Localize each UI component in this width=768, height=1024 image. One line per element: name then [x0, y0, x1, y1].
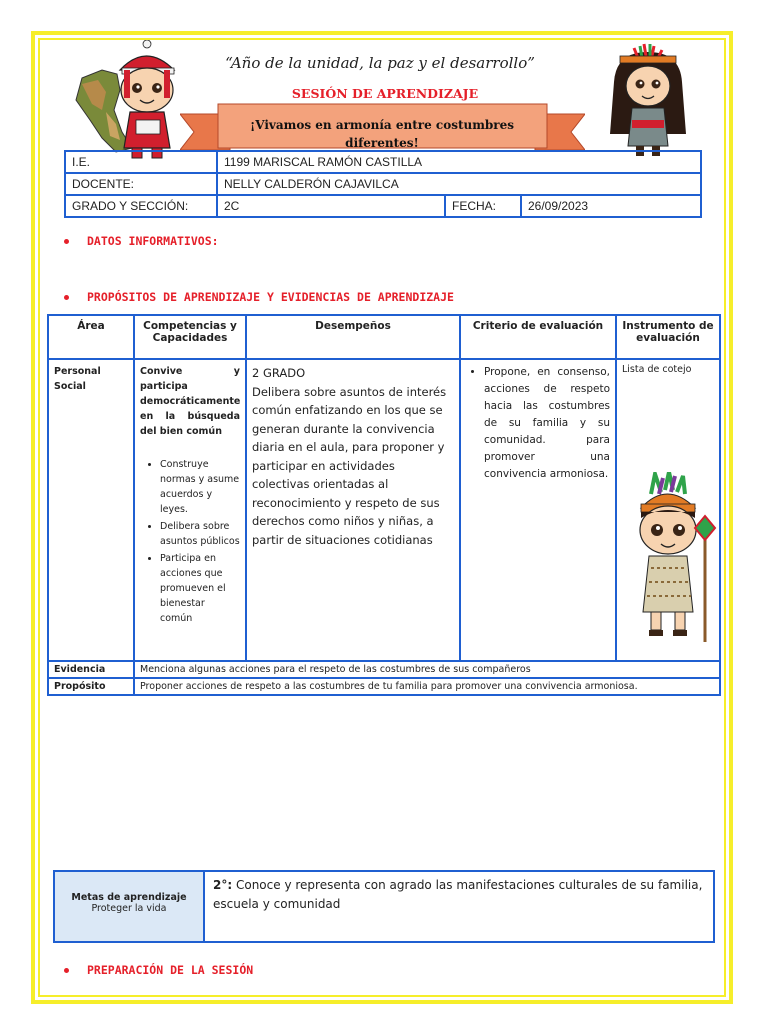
- banner-title-line1: ¡Vivamos en armonía entre costumbres: [249, 118, 515, 132]
- heading-datos-text: DATOS INFORMATIVOS:: [87, 234, 219, 248]
- bullet-dot: [64, 295, 69, 300]
- desempeno-text: Delibera sobre asuntos de interés común enfatizando en los que se generan durante la convivencia diaria en el aula, para proponer y participar en actividades colectivas orientadas al reconocimiento y respeto de sus derechos como niños y niñas, a partir de situaciones cotidianas: [252, 384, 447, 547]
- info-row-grado: [65, 195, 701, 217]
- criterio-item: • Propone, en consenso, acciones de respeto hacia las costumbres de su familia y su comunidad. para promover una convivencia armoniosa.: [484, 364, 610, 483]
- goals-sublabel: Proteger la vida: [91, 903, 167, 914]
- proposito-row: [48, 678, 720, 695]
- learning-table-header: [48, 315, 720, 359]
- heading-preparacion-text: PREPARACIÓN DE LA SESIÓN: [87, 963, 254, 977]
- competencias-cell: [134, 359, 246, 661]
- fecha-value: 26/09/2023: [521, 195, 701, 217]
- session-title: SESIÓN DE APRENDIZAJE: [291, 86, 479, 101]
- evidencia-row: [48, 661, 720, 678]
- banner-title: [232, 116, 532, 152]
- fecha-label: FECHA:: [445, 195, 521, 217]
- ie-label: I.E.: [65, 151, 217, 173]
- proposito-label: Propósito: [48, 678, 134, 695]
- criterio-list: [466, 364, 610, 483]
- ie-value: 1199 MARISCAL RAMÓN CASTILLA: [217, 151, 701, 173]
- heading-datos: [64, 234, 219, 248]
- title-banner: [180, 100, 585, 156]
- instrumento-value: Lista de cotejo: [622, 364, 692, 375]
- goals-grade-prefix: 2°:: [213, 878, 233, 892]
- goals-label: Metas de aprendizaje: [71, 892, 187, 903]
- goals-row: [54, 871, 714, 942]
- info-table: [64, 150, 702, 218]
- boy-with-staff-illustration: [621, 472, 717, 651]
- bullet-dot: [64, 239, 69, 244]
- grado-value: 2C: [217, 195, 445, 217]
- girl-illustration: [604, 42, 692, 158]
- capacidades-list: [140, 457, 240, 626]
- docente-value: NELLY CALDERÓN CAJAVILCA: [217, 173, 701, 195]
- banner-title-line2: diferentes!: [345, 136, 419, 150]
- year-motto: “Año de la unidad, la paz y el desarrollo”: [225, 54, 535, 72]
- header-instrumento: Instrumento de evaluación: [616, 315, 720, 359]
- header-criterio: Criterio de evaluación: [460, 315, 616, 359]
- grado-label: GRADO Y SECCIÓN:: [65, 195, 217, 217]
- docente-label: DOCENTE:: [65, 173, 217, 195]
- info-row-ie: [65, 151, 701, 173]
- learning-table-row: [48, 359, 720, 661]
- evidencia-label: Evidencia: [48, 661, 134, 678]
- capacidad-item: • Delibera sobre asuntos públicos: [160, 519, 240, 549]
- proposito-value: Proponer acciones de respeto a las costumbres de tu familia para promover una convivencia armoniosa.: [134, 678, 720, 695]
- header-desempenos: Desempeños: [246, 315, 460, 359]
- criterio-cell: [460, 359, 616, 661]
- goals-text-cell: [204, 871, 714, 942]
- evidencia-value: Menciona algunas acciones para el respeto de las costumbres de sus compañeros: [134, 661, 720, 678]
- info-row-docente: [65, 173, 701, 195]
- goals-table: [53, 870, 715, 943]
- heading-preparacion: [64, 963, 253, 977]
- bullet-dot: [64, 968, 69, 973]
- header-area: Área: [48, 315, 134, 359]
- goals-text: Conoce y representa con agrado las manifestaciones culturales de su familia, escuela y comunidad: [213, 878, 703, 911]
- header-competencias: Competencias y Capacidades: [134, 315, 246, 359]
- goals-label-cell: [54, 871, 204, 942]
- heading-propositos-text: PROPÓSITOS DE APRENDIZAJE Y EVIDENCIAS DE APRENDIZAJE: [87, 290, 454, 304]
- grado-text: 2 GRADO: [252, 366, 306, 380]
- capacidad-item: • Participa en acciones que promueven el bienestar común: [160, 551, 240, 626]
- instrumento-cell: [616, 359, 720, 661]
- area-value: Personal Social: [48, 359, 134, 661]
- capacidad-item: • Construye normas y asume acuerdos y leyes.: [160, 457, 240, 517]
- heading-propositos: [64, 290, 454, 304]
- competencia-text: Convive y participa democráticamente en la búsqueda del bien común: [140, 366, 241, 437]
- learning-table: [47, 314, 721, 696]
- desempenos-cell: [246, 359, 460, 661]
